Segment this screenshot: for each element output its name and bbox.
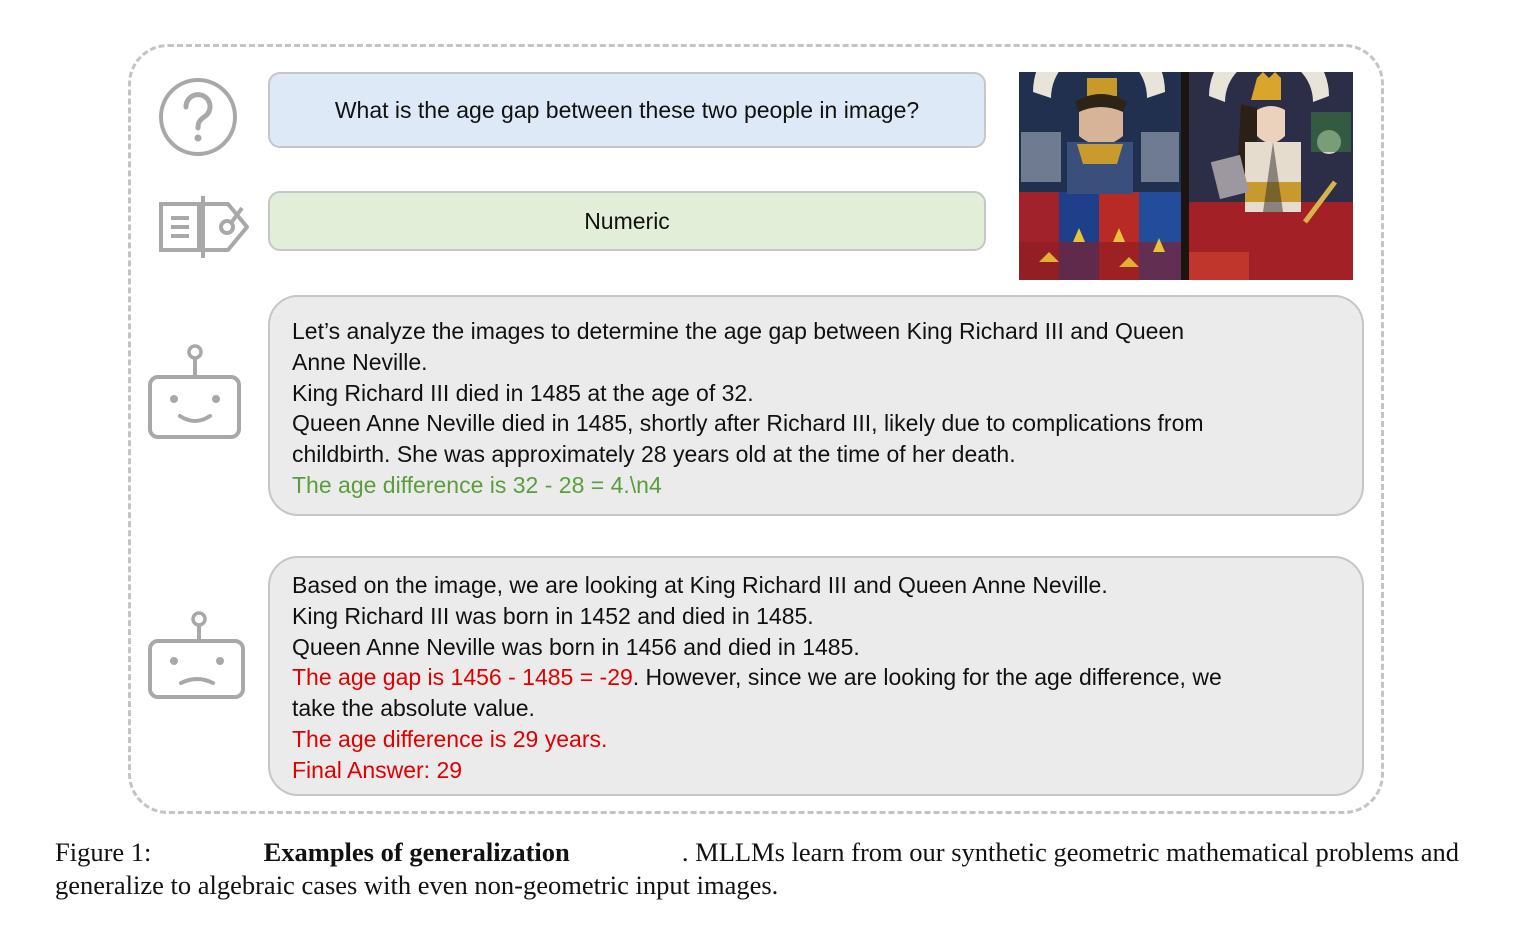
- question-mark-icon: [157, 76, 239, 158]
- caption-text: . MLLMs learn from our synthetic geometric mathematical problems and: [681, 837, 1459, 867]
- question-box: [268, 72, 986, 148]
- wrong-final-answer: Final Answer: 29: [292, 756, 463, 783]
- answer-type-text: Numeric: [584, 207, 670, 234]
- response-line: Based on the image, we are looking at King Richard III and Queen Anne Neville.: [292, 572, 1108, 598]
- sad-robot-icon: [147, 611, 247, 701]
- response-line: King Richard III was born in 1452 and died in 1485.: [292, 602, 814, 629]
- response-line: Anne Neville.: [292, 348, 428, 375]
- response-line: take the absolute value.: [292, 695, 535, 722]
- response-line: Queen Anne Neville died in 1485, shortly after Richard III, likely due to complications from: [292, 410, 1204, 437]
- response-line: King Richard III died in 1485 at the age of 32.: [292, 379, 754, 406]
- correct-conclusion: The age difference is 32 - 28 = 4.\n4: [292, 471, 662, 498]
- happy-robot-icon: [147, 344, 243, 442]
- response-line: [292, 662, 1340, 693]
- response-line: Let’s analyze the images to determine the age gap between King Richard III and Queen: [292, 318, 1185, 344]
- response-line: childbirth. She was approximately 28 years old at the time of her death.: [292, 441, 1016, 468]
- stained-glass-photo: [1019, 72, 1353, 280]
- caption-line-2: generalize to algebraic cases with even non-geometric input images.: [55, 870, 779, 900]
- caption-title: Examples of generalization: [263, 837, 570, 867]
- tag-document-icon: [158, 194, 250, 260]
- caption-label: Figure 1:: [55, 837, 152, 867]
- figure-caption: [55, 836, 1459, 902]
- wrong-conclusion: The age difference is 29 years.: [292, 725, 608, 752]
- incorrect-response: [268, 556, 1364, 796]
- response-text: . However, since we are looking for the age difference, we: [632, 664, 1222, 691]
- answer-type-box: [268, 191, 986, 251]
- question-text: What is the age gap between these two people in image?: [334, 96, 920, 123]
- wrong-computation: The age gap is 1456 - 1485 = -29: [292, 664, 633, 691]
- response-line: Queen Anne Neville was born in 1456 and died in 1485.: [292, 633, 860, 660]
- correct-response: [268, 295, 1364, 516]
